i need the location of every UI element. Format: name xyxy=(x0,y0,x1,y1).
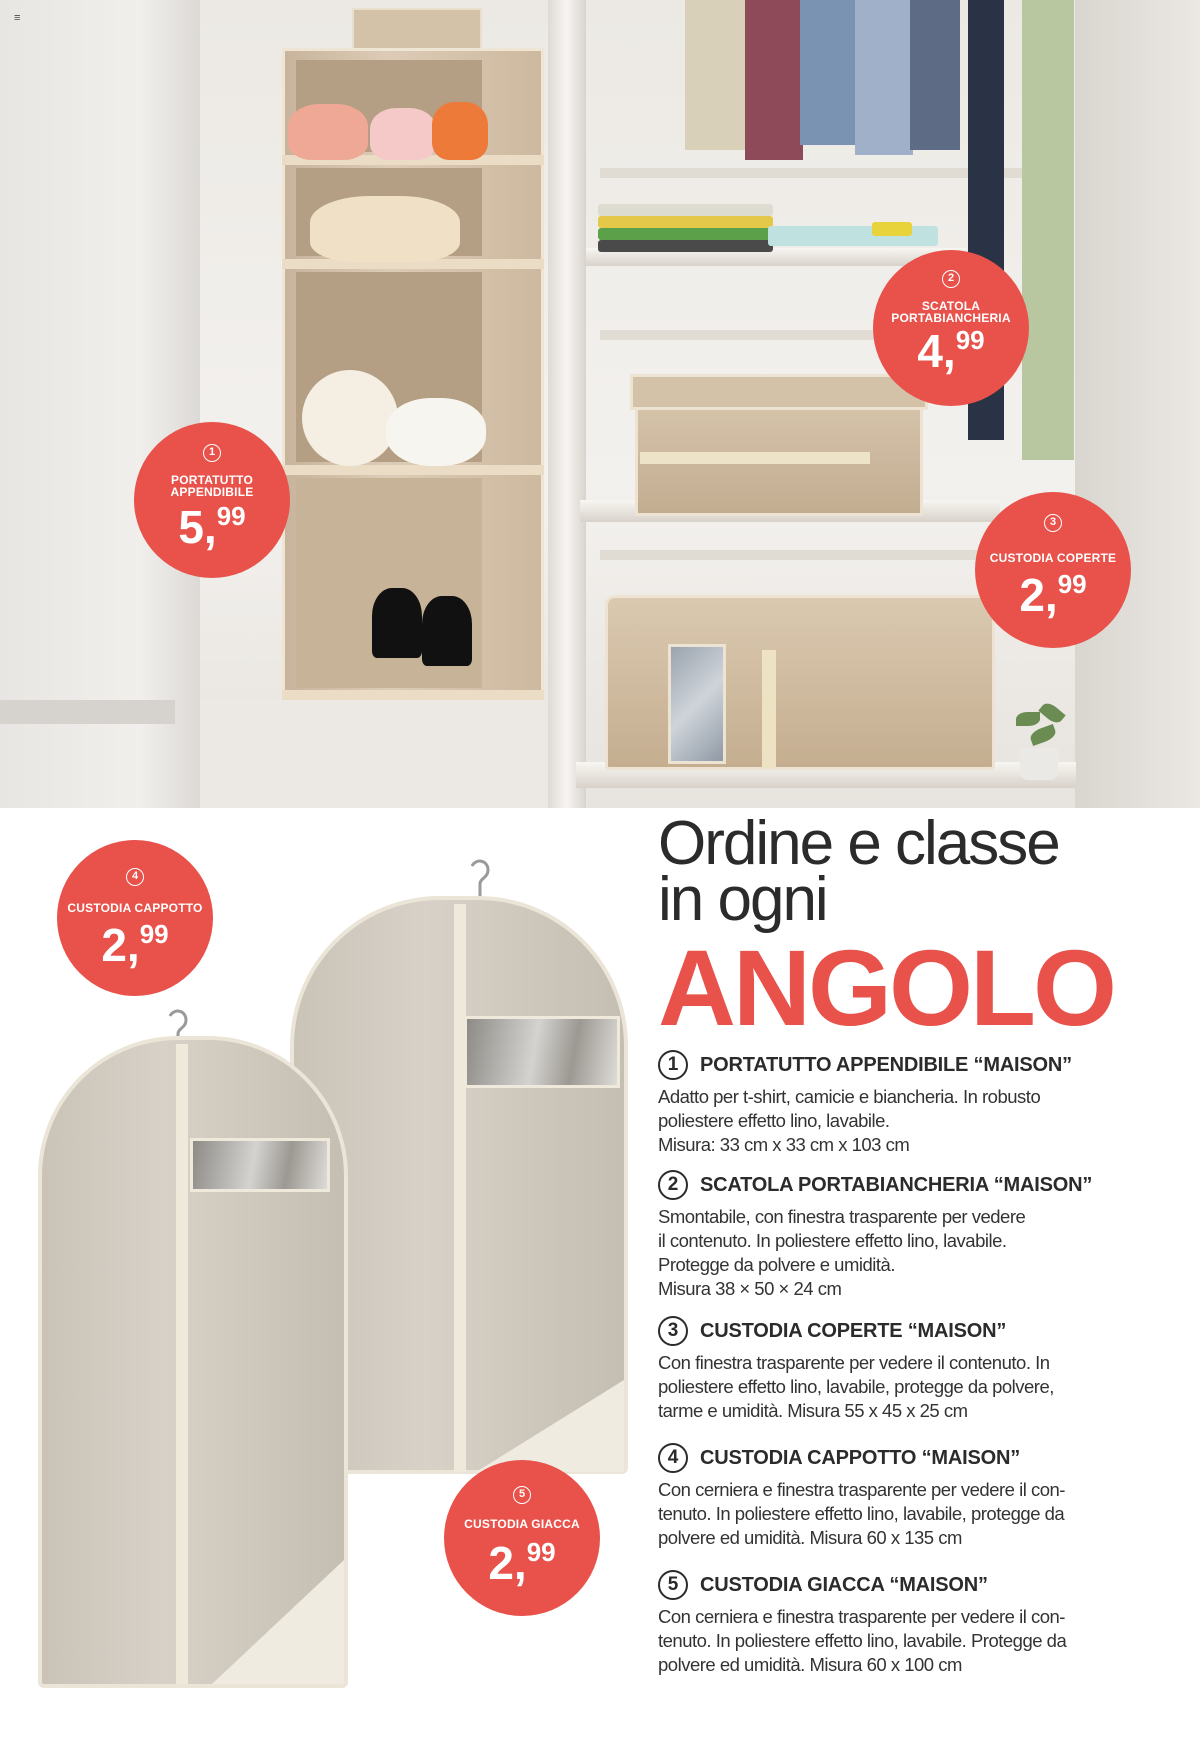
headline-line-2: in ogni xyxy=(658,865,827,934)
folded-shirt xyxy=(872,222,912,236)
blanket-box-window xyxy=(668,644,726,764)
price-badge-5 xyxy=(444,1460,600,1616)
badge-number: 2 xyxy=(942,270,960,288)
shoe xyxy=(372,588,422,658)
product-description xyxy=(658,1605,1178,1677)
price-whole: 2, xyxy=(1019,569,1058,621)
price-badge-3 xyxy=(975,492,1131,648)
price-cents: 99 xyxy=(139,919,169,949)
headline-line-1: Ordine e classe xyxy=(658,809,1059,878)
wardrobe-floor xyxy=(200,700,550,808)
laundry-box-strip xyxy=(640,452,870,464)
folded-shirt xyxy=(598,228,773,240)
description-line: il contenuto. In poliestere effetto lino, lavabile. xyxy=(658,1230,1007,1251)
organizer-shelf xyxy=(282,465,544,475)
product-item xyxy=(658,1050,1178,1157)
badge-price xyxy=(57,918,213,972)
price-cents: 99 xyxy=(1057,569,1087,599)
badge-price xyxy=(975,568,1131,622)
price-badge-1 xyxy=(134,422,290,578)
rolled-towel xyxy=(302,370,398,466)
menu-icon[interactable]: ≡ xyxy=(14,12,21,24)
description-line: tenuto. In poliestere effetto lino, lavabile, protegge da xyxy=(658,1503,1065,1524)
badge-price xyxy=(134,500,290,554)
product-title: PORTATUTTO APPENDIBILE “MAISON” xyxy=(700,1053,1072,1076)
hanging-shirt xyxy=(685,0,747,150)
badge-label: APPENDIBILE xyxy=(170,485,254,499)
price-whole: 2, xyxy=(101,919,140,971)
product-number: 4 xyxy=(658,1443,688,1473)
headline-highlight: ANGOLO xyxy=(658,927,1114,1048)
badge-label: CUSTODIA COPERTE xyxy=(989,551,1117,565)
badge-number: 1 xyxy=(203,444,221,462)
product-number: 2 xyxy=(658,1170,688,1200)
product-description xyxy=(658,1478,1178,1550)
price-badge-2 xyxy=(873,250,1029,406)
rolled-towel xyxy=(386,398,486,466)
folded-shirt xyxy=(598,240,773,252)
description-line: polvere ed umidità. Misura 60 x 135 cm xyxy=(658,1527,962,1548)
product-title: CUSTODIA COPERTE “MAISON” xyxy=(700,1319,1007,1342)
hanging-shirt xyxy=(855,0,913,155)
plant-leaf xyxy=(1038,700,1065,726)
product-item xyxy=(658,1316,1178,1423)
badge-number: 3 xyxy=(1044,514,1062,532)
description-line: Adatto per t-shirt, camicie e biancheria. In robusto xyxy=(658,1086,1041,1107)
hanging-shirt xyxy=(910,0,960,150)
product-item xyxy=(658,1570,1178,1677)
badge-label: PORTABIANCHERIA xyxy=(891,311,1011,325)
hanging-shirt xyxy=(745,0,803,160)
jacket-bag-image xyxy=(38,1036,348,1688)
product-number: 3 xyxy=(658,1316,688,1346)
plant-leaf xyxy=(1028,724,1057,746)
jacket-bag-window xyxy=(190,1138,330,1192)
plant-leaf xyxy=(1016,712,1040,726)
folded-towel xyxy=(370,108,436,160)
description-line: tenuto. In poliestere effetto lino, lavabile. Protegge da xyxy=(658,1630,1067,1651)
description-line: Con finestra trasparente per vedere il contenuto. In xyxy=(658,1352,1050,1373)
product-description xyxy=(658,1205,1178,1301)
description-line: Protegge da polvere e umidità. xyxy=(658,1254,895,1275)
wardrobe-photo xyxy=(0,0,1200,808)
product-title: CUSTODIA GIACCA “MAISON” xyxy=(700,1573,988,1596)
wall xyxy=(0,0,200,808)
folded-clothes xyxy=(310,196,460,262)
badge-label: PORTATUTTO xyxy=(171,473,253,487)
product-title: CUSTODIA CAPPOTTO “MAISON” xyxy=(700,1446,1021,1469)
badge-number: 4 xyxy=(126,868,144,886)
description-line: polvere ed umidità. Misura 60 x 100 cm xyxy=(658,1654,962,1675)
folded-shirt xyxy=(768,226,938,246)
coat-bag-zipper xyxy=(454,904,466,1472)
folded-towel xyxy=(432,102,488,160)
description-line: Misura: 33 cm x 33 cm x 103 cm xyxy=(658,1134,910,1155)
price-whole: 2, xyxy=(488,1537,527,1589)
price-whole: 5, xyxy=(178,501,217,553)
folded-towel xyxy=(288,104,368,160)
laundry-box-lid xyxy=(630,374,928,410)
description-line: poliestere effetto lino, lavabile, protegge da polvere, xyxy=(658,1376,1054,1397)
badge-price xyxy=(873,324,1029,378)
product-number: 1 xyxy=(658,1050,688,1080)
hanging-shirt xyxy=(1022,0,1074,460)
blanket-box-image xyxy=(605,595,995,770)
hanging-shirt xyxy=(800,0,860,145)
product-title: SCATOLA PORTABIANCHERIA “MAISON” xyxy=(700,1173,1093,1196)
shoe xyxy=(422,596,472,666)
description-line: tarme e umidità. Misura 55 x 45 x 25 cm xyxy=(658,1400,968,1421)
jacket-bag-zipper xyxy=(176,1044,188,1684)
description-line: Con cerniera e finestra trasparente per vedere il con- xyxy=(658,1606,1065,1627)
price-cents: 99 xyxy=(955,325,985,355)
folded-shirt xyxy=(598,216,773,228)
badge-label: SCATOLA xyxy=(921,299,981,313)
badge-price xyxy=(444,1536,600,1590)
price-cents: 99 xyxy=(216,501,246,531)
wall-shelf xyxy=(0,700,175,724)
product-number: 5 xyxy=(658,1570,688,1600)
badge-number: 5 xyxy=(513,1486,531,1504)
description-line: Smontabile, con finestra trasparente per vedere xyxy=(658,1206,1026,1227)
badge-label: CUSTODIA CAPPOTTO xyxy=(67,901,203,915)
wardrobe-divider xyxy=(548,0,586,808)
description-line: Con cerniera e finestra trasparente per vedere il con- xyxy=(658,1479,1065,1500)
coat-bag-window xyxy=(464,1016,620,1088)
product-description xyxy=(658,1351,1178,1423)
product-item xyxy=(658,1443,1178,1550)
product-item xyxy=(658,1170,1178,1301)
folded-shirt xyxy=(598,204,773,216)
organizer-strap xyxy=(352,8,482,50)
badge-label: CUSTODIA GIACCA xyxy=(464,1517,580,1531)
product-description xyxy=(658,1085,1178,1157)
organizer-shelf xyxy=(282,690,544,700)
wardrobe-side xyxy=(1075,0,1200,808)
price-whole: 4, xyxy=(917,325,956,377)
blanket-box-strap xyxy=(762,650,776,768)
description-line: Misura 38 × 50 × 24 cm xyxy=(658,1278,842,1299)
price-badge-4 xyxy=(57,840,213,996)
price-cents: 99 xyxy=(526,1537,556,1567)
description-line: poliestere effetto lino, lavabile. xyxy=(658,1110,890,1131)
headline xyxy=(658,809,1178,1048)
plant-pot xyxy=(1020,748,1058,780)
